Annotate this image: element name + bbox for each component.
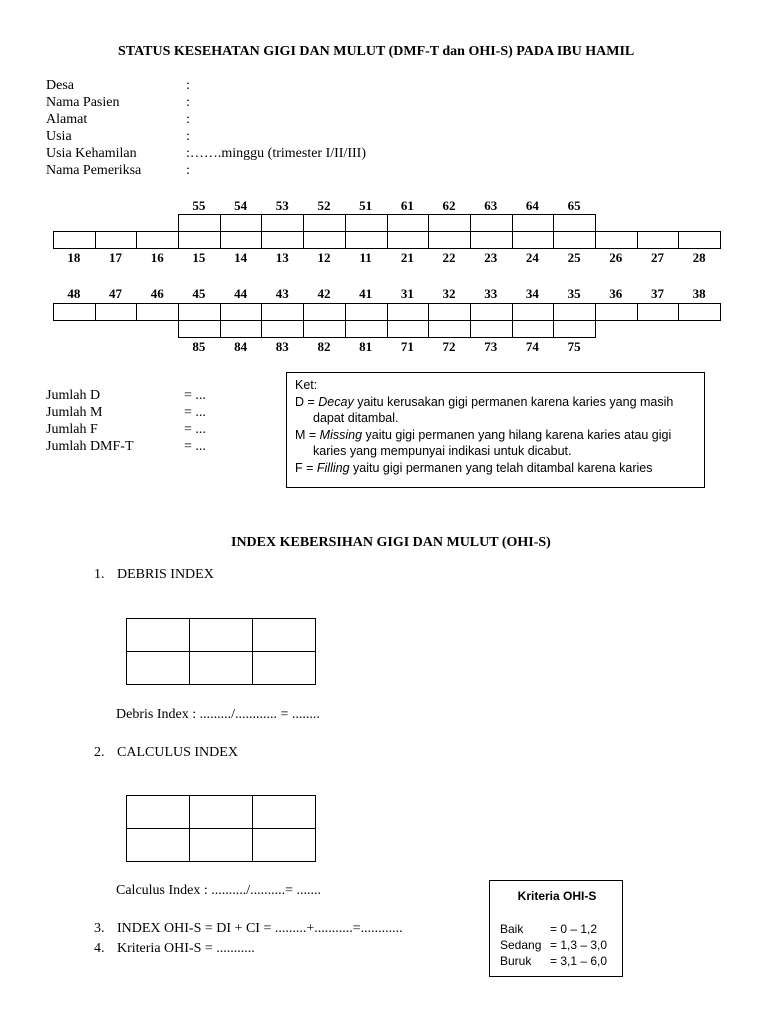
field-label: Nama Pasien [46, 95, 120, 110]
legend-missing: M = Missing yaitu gigi permanen yang hilang karena karies atau gigi [295, 427, 672, 442]
tooth-number: 13 [275, 250, 289, 265]
tooth-number: 62 [442, 198, 456, 213]
tooth-cell[interactable] [553, 214, 596, 232]
grid-cell[interactable] [190, 796, 253, 829]
tooth-cell[interactable] [637, 231, 680, 249]
tooth-number: 63 [484, 198, 498, 213]
tooth-number: 72 [442, 339, 456, 354]
tooth-number: 54 [234, 198, 248, 213]
grid-cell[interactable] [253, 796, 316, 829]
tooth-cell[interactable] [428, 214, 471, 232]
tooth-number: 61 [400, 198, 414, 213]
tooth-number: 71 [400, 339, 414, 354]
ohis-number: 3. [94, 921, 105, 936]
tooth-number: 27 [650, 250, 664, 265]
tooth-number: 17 [109, 250, 123, 265]
tooth-number: 18 [67, 250, 81, 265]
tooth-number: 41 [359, 286, 373, 301]
tooth-cell[interactable] [553, 231, 596, 249]
grid-row [127, 796, 316, 829]
field-value: : [186, 78, 190, 93]
calculus-grid [126, 795, 316, 862]
tooth-cell[interactable] [261, 214, 304, 232]
tooth-number: 38 [692, 286, 706, 301]
grid-cell[interactable] [253, 652, 316, 685]
tooth-cell[interactable] [220, 303, 263, 321]
grid-row [127, 829, 316, 862]
criteria-label: Baik [500, 922, 524, 936]
tooth-cell[interactable] [637, 303, 680, 321]
tooth-cell[interactable] [95, 231, 138, 249]
tooth-number: 24 [525, 250, 539, 265]
tooth-number: 28 [692, 250, 706, 265]
tooth-number: 53 [275, 198, 289, 213]
tooth-cell[interactable] [136, 303, 179, 321]
debris-grid [126, 618, 316, 685]
tooth-cell[interactable] [553, 320, 596, 338]
tooth-cell[interactable] [428, 320, 471, 338]
tooth-cell[interactable] [345, 303, 388, 321]
tooth-number: 21 [400, 250, 414, 265]
tooth-number: 81 [359, 339, 373, 354]
tooth-number: 15 [192, 250, 206, 265]
ohis-section-title: INDEX KEBERSIHAN GIGI DAN MULUT (OHI-S) [231, 535, 551, 550]
field-label: Alamat [46, 112, 88, 127]
tooth-cell[interactable] [178, 320, 221, 338]
field-label: Usia [46, 129, 72, 144]
ohis-formula: INDEX OHI-S = DI + CI = .........+...........=............ [117, 921, 403, 936]
tooth-cell[interactable] [470, 214, 513, 232]
total-value: = ... [184, 388, 206, 403]
tooth-number: 48 [67, 286, 81, 301]
tooth-cell[interactable] [303, 320, 346, 338]
field-value: :…….minggu (trimester I/II/III) [186, 146, 367, 161]
tooth-cell[interactable] [345, 320, 388, 338]
tooth-cell[interactable] [387, 231, 430, 249]
tooth-number: 34 [525, 286, 539, 301]
tooth-cell[interactable] [220, 231, 263, 249]
tooth-cell[interactable] [261, 231, 304, 249]
tooth-cell[interactable] [178, 231, 221, 249]
tooth-cell[interactable] [678, 303, 721, 321]
tooth-cell[interactable] [512, 303, 555, 321]
criteria-range: = 3,1 – 6,0 [550, 954, 608, 968]
tooth-cell[interactable] [512, 214, 555, 232]
grid-row [127, 619, 316, 652]
tooth-number: 45 [192, 286, 206, 301]
tooth-number: 83 [275, 339, 289, 354]
grid-cell[interactable] [253, 619, 316, 652]
tooth-number: 37 [650, 286, 664, 301]
grid-cell[interactable] [190, 619, 253, 652]
criteria-range: = 1,3 – 3,0 [550, 938, 608, 952]
debris-index-label: DEBRIS INDEX [117, 567, 214, 582]
tooth-cell[interactable] [387, 214, 430, 232]
tooth-number: 64 [525, 198, 539, 213]
tooth-number: 74 [525, 339, 539, 354]
kriteria-formula: Kriteria OHI-S = ........... [117, 941, 255, 956]
tooth-number: 43 [275, 286, 289, 301]
total-label: Jumlah DMF-T [46, 439, 134, 454]
criteria-row [500, 953, 607, 969]
tooth-cell[interactable] [678, 231, 721, 249]
legend-box [286, 372, 705, 488]
tooth-cell[interactable] [303, 231, 346, 249]
total-label: Jumlah F [46, 422, 98, 437]
tooth-number: 55 [192, 198, 206, 213]
tooth-cell[interactable] [345, 214, 388, 232]
legend-missing-cont: karies yang mempunyai indikasi untuk dicabut. [313, 444, 572, 458]
total-row [46, 388, 246, 405]
legend-heading: Ket: [295, 378, 318, 392]
kriteria-number: 4. [94, 941, 105, 956]
criteria-range: = 0 – 1,2 [550, 922, 598, 936]
tooth-number: 22 [442, 250, 456, 265]
grid-cell[interactable] [127, 796, 190, 829]
tooth-number: 46 [150, 286, 164, 301]
tooth-cell[interactable] [470, 231, 513, 249]
page-title: STATUS KESEHATAN GIGI DAN MULUT (DMF-T dan OHI-S) PADA IBU HAMIL [118, 44, 635, 59]
tooth-number: 35 [567, 286, 581, 301]
tooth-cell[interactable] [136, 231, 179, 249]
tooth-cell[interactable] [428, 303, 471, 321]
grid-cell[interactable] [127, 829, 190, 862]
tooth-number: 32 [442, 286, 456, 301]
total-label: Jumlah D [46, 388, 101, 403]
total-row [46, 439, 246, 456]
tooth-cell[interactable] [53, 231, 96, 249]
tooth-cell[interactable] [95, 303, 138, 321]
tooth-number: 23 [484, 250, 498, 265]
tooth-number: 12 [317, 250, 331, 265]
tooth-number: 31 [400, 286, 414, 301]
tooth-cell[interactable] [303, 303, 346, 321]
field-value: : [186, 163, 190, 178]
tooth-cell[interactable] [220, 320, 263, 338]
calculus-formula: Calculus Index : ........../..........= ....... [116, 883, 322, 898]
tooth-number: 14 [234, 250, 248, 265]
criteria-title: Kriteria OHI-S [517, 889, 597, 903]
grid-cell[interactable] [253, 829, 316, 862]
grid-cell[interactable] [127, 619, 190, 652]
legend-decay: D = Decay yaitu kerusakan gigi permanen karena karies yang masih [295, 394, 674, 409]
tooth-cell[interactable] [512, 320, 555, 338]
tooth-cell[interactable] [470, 320, 513, 338]
tooth-number: 44 [234, 286, 248, 301]
tooth-number: 33 [484, 286, 498, 301]
grid-cell[interactable] [127, 652, 190, 685]
field-value: : [186, 129, 190, 144]
tooth-number: 25 [567, 250, 581, 265]
tooth-number: 85 [192, 339, 206, 354]
tooth-cell[interactable] [178, 214, 221, 232]
calculus-index-label: CALCULUS INDEX [117, 745, 238, 760]
debris-formula: Debris Index : ........./............ = ........ [116, 707, 320, 722]
grid-cell[interactable] [190, 652, 253, 685]
total-label: Jumlah M [46, 405, 103, 420]
criteria-row [500, 921, 597, 937]
legend-decay-cont: dapat ditambal. [313, 411, 399, 425]
tooth-cell[interactable] [553, 303, 596, 321]
tooth-cell[interactable] [387, 320, 430, 338]
dmft-totals [46, 388, 246, 456]
total-value: = ... [184, 439, 206, 454]
tooth-number: 11 [359, 250, 372, 265]
tooth-cell[interactable] [53, 303, 96, 321]
tooth-cell[interactable] [387, 303, 430, 321]
tooth-number: 47 [109, 286, 123, 301]
criteria-label: Sedang [500, 938, 542, 952]
criteria-box [489, 880, 623, 977]
tooth-cell[interactable] [595, 303, 638, 321]
tooth-number: 51 [359, 198, 373, 213]
field-label: Nama Pemeriksa [46, 163, 142, 178]
tooth-number: 82 [317, 339, 331, 354]
tooth-cell[interactable] [428, 231, 471, 249]
tooth-number: 26 [609, 250, 623, 265]
tooth-number: 65 [567, 198, 581, 213]
calculus-number: 2. [94, 745, 105, 760]
field-value: : [186, 95, 190, 110]
tooth-number: 75 [567, 339, 581, 354]
tooth-cell[interactable] [470, 303, 513, 321]
odontogram [0, 0, 768, 370]
legend-filling: F = Filling yaitu gigi permanen yang telah ditambal karena karies [295, 460, 653, 475]
tooth-cell[interactable] [220, 214, 263, 232]
tooth-number: 42 [317, 286, 331, 301]
tooth-cell[interactable] [261, 303, 304, 321]
tooth-number: 73 [484, 339, 498, 354]
grid-cell[interactable] [190, 829, 253, 862]
total-value: = ... [184, 405, 206, 420]
field-label: Usia Kehamilan [46, 146, 137, 161]
tooth-number: 16 [150, 250, 164, 265]
criteria-row [500, 937, 607, 953]
tooth-number: 52 [317, 198, 331, 213]
tooth-cell[interactable] [178, 303, 221, 321]
debris-number: 1. [94, 567, 105, 582]
tooth-number: 84 [234, 339, 248, 354]
tooth-cell[interactable] [512, 231, 555, 249]
total-row [46, 405, 246, 422]
tooth-cell[interactable] [303, 214, 346, 232]
grid-row [127, 652, 316, 685]
tooth-cell[interactable] [261, 320, 304, 338]
field-label: Desa [46, 78, 74, 93]
total-value: = ... [184, 422, 206, 437]
total-row [46, 422, 246, 439]
criteria-label: Buruk [500, 954, 532, 968]
tooth-cell[interactable] [345, 231, 388, 249]
tooth-number: 36 [609, 286, 623, 301]
tooth-cell[interactable] [595, 231, 638, 249]
field-value: : [186, 112, 190, 127]
